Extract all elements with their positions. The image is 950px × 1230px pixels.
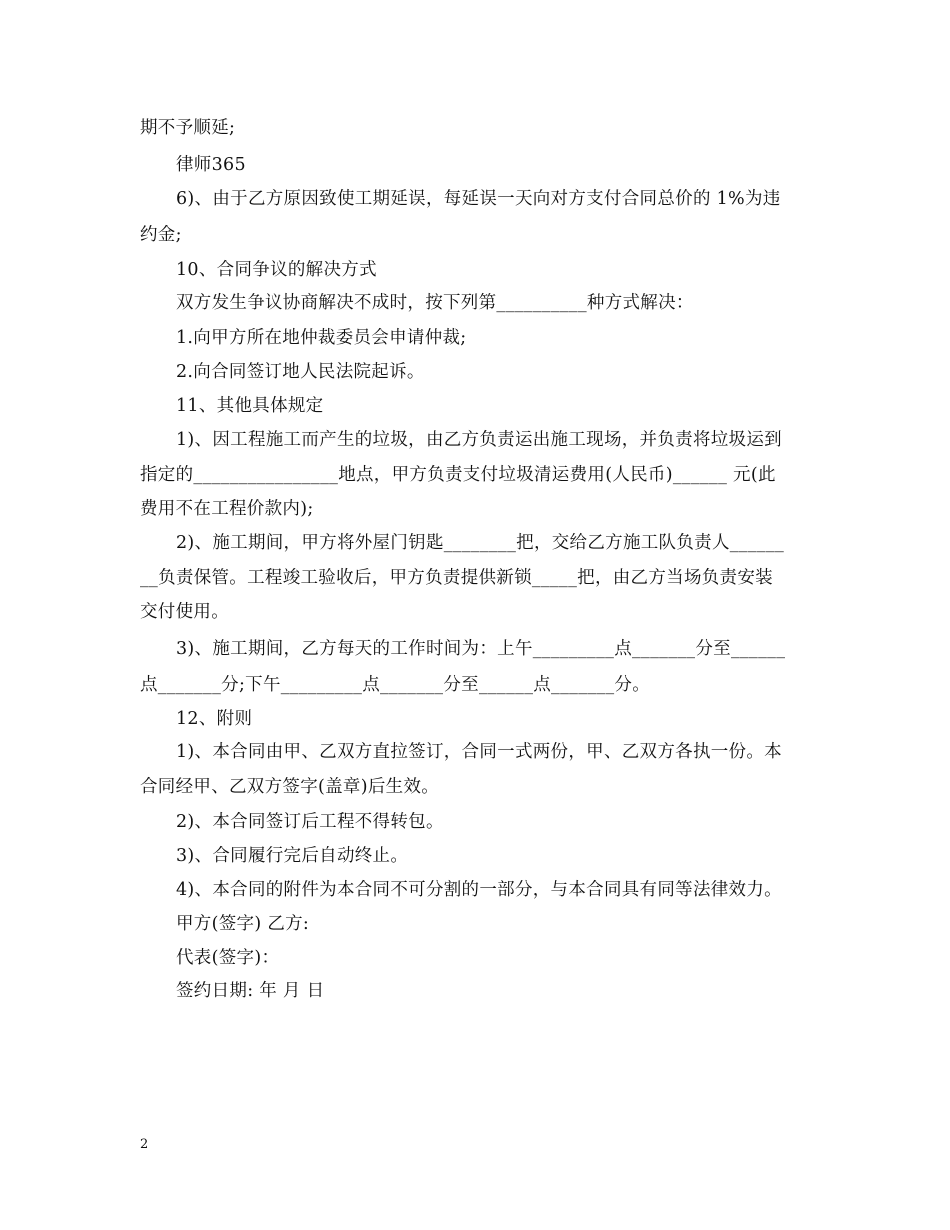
text-line: 1)、本合同由甲、乙双方直拉签订，合同一式两份，甲、乙双方各执一份。本 xyxy=(176,742,782,762)
section-heading: 11、其他具体规定 xyxy=(176,396,324,416)
date-line: 签约日期: 年 月 日 xyxy=(176,981,325,1001)
text-line: 交付使用。 xyxy=(140,602,229,622)
text-line: 1.向甲方所在地仲裁委员会申请仲裁; xyxy=(176,328,467,348)
text-line: 1)、因工程施工而产生的垃圾，由乙方负责运出施工现场，并负责将垃圾运到 xyxy=(176,430,782,450)
section-heading: 10、合同争议的解决方式 xyxy=(176,260,377,280)
text-line: 6)、由于乙方原因致使工期延误，每延误一天向对方支付合同总价的 1%为违 xyxy=(176,189,781,209)
text-line: 费用不在工程价款内); xyxy=(140,499,314,519)
text-line: 律师365 xyxy=(176,155,246,175)
text-line: 点_______分;下午_________点_______分至______点_______分。 xyxy=(140,675,650,695)
text-line: 2)、施工期间，甲方将外屋门钥匙________把，交给乙方施工队负责人______ xyxy=(176,533,785,553)
text-line: 3)、施工期间，乙方每天的工作时间为：上午_________点_______分至______ xyxy=(176,639,786,659)
text-line: 3)、合同履行完后自动终止。 xyxy=(176,846,409,866)
text-line: 2)、本合同签订后工程不得转包。 xyxy=(176,812,444,832)
text-line: 4)、本合同的附件为本合同不可分割的一部分，与本合同具有同等法律效力。 xyxy=(176,880,782,900)
text-line: 期不予顺延; xyxy=(140,118,236,138)
text-line: 双方发生争议协商解决不成时，按下列第__________种方式解决： xyxy=(176,293,694,313)
signature-line: 甲方(签字) 乙方: xyxy=(176,914,310,934)
section-heading: 12、附则 xyxy=(176,709,253,729)
text-line: 指定的________________地点，甲方负责支付垃圾清运费用(人民币)______ 元(此 xyxy=(140,465,776,485)
text-line: 约金; xyxy=(140,225,182,245)
page-number: 2 xyxy=(140,1137,149,1152)
text-line: 合同经甲、乙双方签字(盖章)后生效。 xyxy=(140,777,440,797)
text-line: 2.向合同签订地人民法院起诉。 xyxy=(176,362,425,382)
text-line: __负责保管。工程竣工验收后，甲方负责提供新锁_____把，由乙方当场负责安装 xyxy=(140,568,773,588)
signature-line: 代表(签字)： xyxy=(176,948,280,968)
